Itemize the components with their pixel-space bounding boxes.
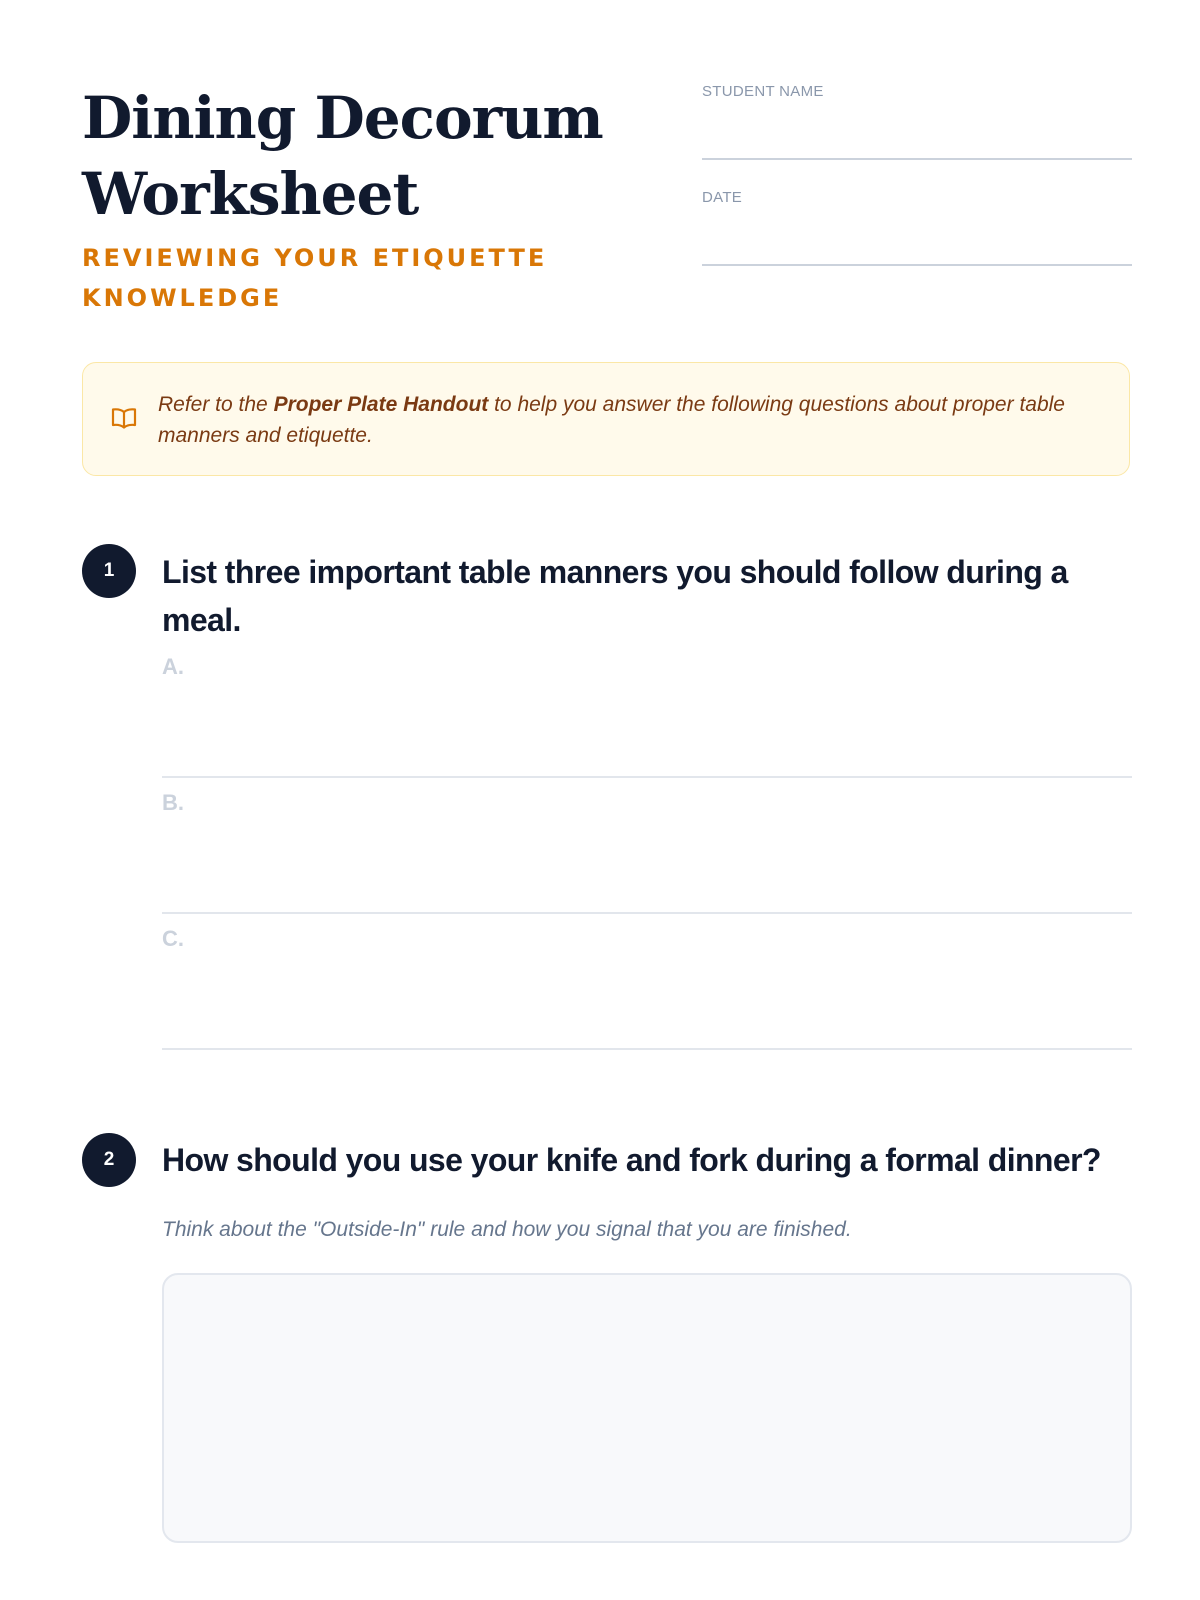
- answer-letter-a: A.: [162, 654, 184, 679]
- student-info: [702, 80, 1132, 292]
- instruction-text: [158, 389, 1108, 451]
- book-open-icon: [111, 407, 137, 429]
- instruction-text-start: Refer to the: [158, 393, 274, 416]
- worksheet-header: [82, 80, 1132, 320]
- question-text-2: How should you use your knife and fork during a formal dinner?: [162, 1142, 1101, 1178]
- handout-reference: Proper Plate Handout: [273, 393, 489, 416]
- date-field[interactable]: [702, 186, 1132, 266]
- page-title: Dining Decorum Worksheet: [82, 84, 603, 228]
- answer-line-b[interactable]: [162, 778, 1132, 914]
- instruction-text-end: to help you answer the following questions about proper table manners and etiquette.: [158, 393, 1065, 447]
- instruction-callout: [82, 362, 1130, 476]
- question-number-2: 2: [82, 1133, 136, 1187]
- answer-line-c[interactable]: [162, 914, 1132, 1050]
- question-number-1: 1: [82, 544, 136, 598]
- question-hint-2: Think about the "Outside-In" rule and how you signal that you are finished.: [162, 1218, 852, 1241]
- answer-letter-c: C.: [162, 926, 184, 951]
- student-name-label: STUDENT NAME: [702, 83, 824, 100]
- date-label: DATE: [702, 189, 743, 206]
- page-subtitle: REVIEWING YOUR ETIQUETTE KNOWLEDGE: [82, 244, 548, 312]
- answer-box-2[interactable]: [162, 1273, 1132, 1543]
- question-text-1: List three important table manners you should follow during a meal.: [162, 554, 1068, 638]
- answer-letter-b: B.: [162, 790, 184, 815]
- answer-line-a[interactable]: [162, 642, 1132, 778]
- student-name-field[interactable]: [702, 80, 1132, 160]
